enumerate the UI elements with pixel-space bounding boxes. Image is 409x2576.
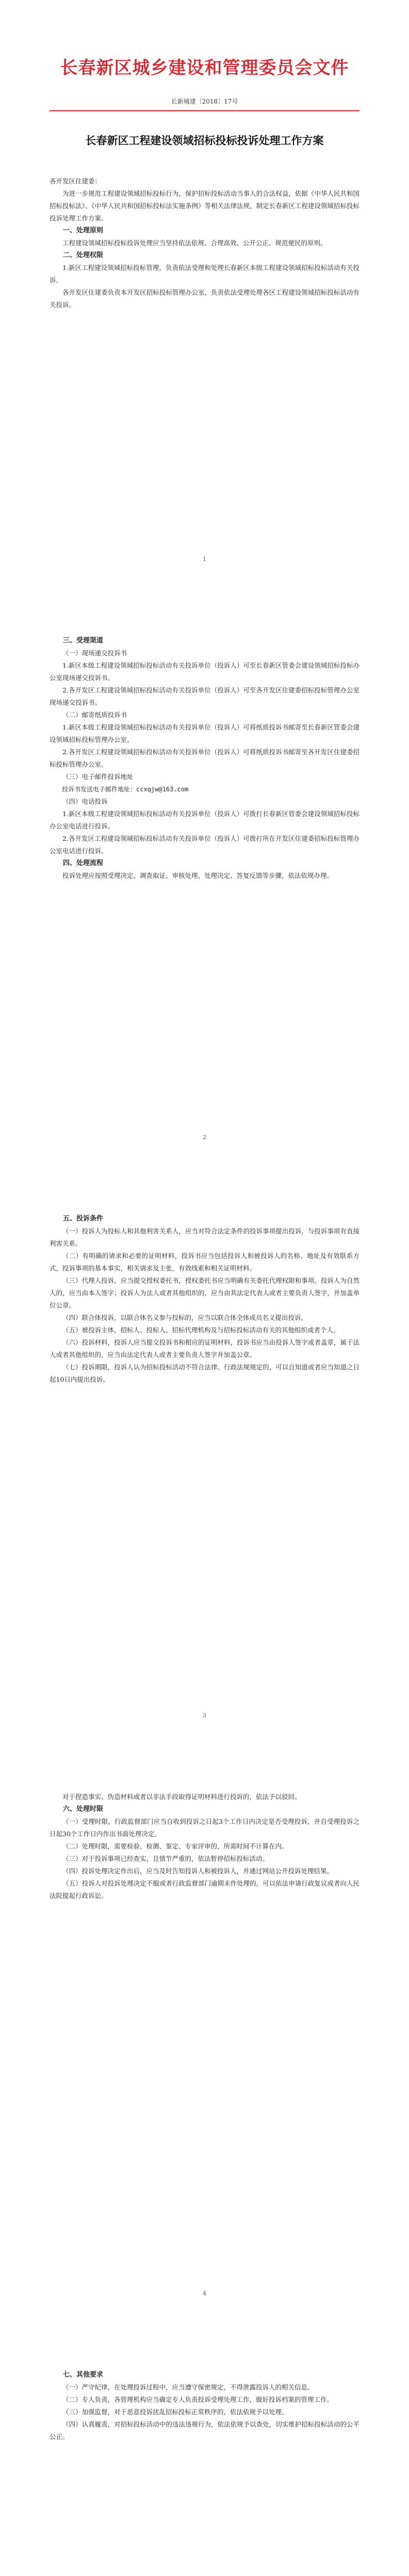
section-7-p3: （三）加强监督，对于恶意投诉扰乱招标投标正常秩序的，依法依规予以处理。 bbox=[62, 2408, 288, 2416]
section-3-sub-1-p2: 2.各开发区工程建设领域招标投标活动有关投诉单位（投诉人）可至各开发区住建委招标投标管理办公室现场递交投诉书。 bbox=[50, 686, 359, 706]
section-5-p1: （一）投诉人为投标人和其他利害关系人，应当对符合法定条件的投诉事项提出投诉，与投诉事项有直接利害关系。 bbox=[50, 1227, 359, 1247]
section-1-title: 一、处理原则 bbox=[63, 227, 104, 234]
section-6-p2: （二）处理时限，需要检验、检测、鉴定、专家评审的，所需时间不计算在内。 bbox=[62, 1842, 288, 1850]
section-3-sub-4-title: （四）电话投诉 bbox=[62, 798, 108, 805]
page-number: 2 bbox=[203, 1134, 206, 1141]
page-number: 1 bbox=[203, 556, 206, 563]
page-2 bbox=[0, 578, 409, 1156]
section-1-body: 工程建设领域招标投标投诉处理应当坚持依法依规、合理高效、公开公正、规范便民的原则。 bbox=[62, 239, 327, 247]
section-3-title: 三、受理渠道 bbox=[63, 637, 104, 645]
section-4-title: 四、处理流程 bbox=[63, 859, 104, 867]
section-5-p6: （六）投诉材料，投诉人应当提交投诉书和相应的证明材料，投诉书应当由投诉人签字或者盖章，属于法人或者其他组织的，应当由法定代表人或者主要负责人签字并加盖公章。 bbox=[50, 1338, 359, 1359]
section-7-p2: （二）专人负责，各管理机构应当确定专人负责投诉受理处理工作，做好投诉档案的管理工作。 bbox=[62, 2396, 334, 2403]
section-3-sub-4-p2: 2.各开发区工程建设领域招标投标活动有关投诉单位（投诉人）可拨打所在开发区住建委招标投标管理办公室电话进行投诉。 bbox=[50, 835, 359, 855]
section-3-sub-2-p1: 1.新区本级工程建设领域招标投标活动有关投诉单位（投诉人）可将纸质投诉书邮寄至长春新区管委会建设领域招标投标管理办公室。 bbox=[50, 723, 359, 743]
page-5-body bbox=[50, 2369, 359, 2443]
section-3-sub-1-title: （一）现场递交投诉书 bbox=[62, 649, 127, 657]
page-1-body bbox=[50, 175, 359, 311]
section-2-title: 二、处理权限 bbox=[63, 251, 104, 259]
page-number: 4 bbox=[203, 2290, 206, 2297]
section-2-paragraph-2: 各开发区住建委负责本开发区招标投标管理办公室，负责依法受理处理各区工程建设领域招标投标活动有关投诉。 bbox=[50, 289, 359, 309]
section-7-title: 七、其他要求 bbox=[63, 2371, 104, 2379]
page-3-body bbox=[50, 1213, 359, 1386]
page-4 bbox=[0, 1734, 409, 2312]
section-2-paragraph-1: 1.新区工程建设领域招标投标管理，负责依法受理和处理长春新区本级工程建设领域招标投标活动有关投诉。 bbox=[50, 264, 359, 284]
section-5-p4: （四）联合体投诉，以联合体名义参与投标的，应当以联合体全体成员名义提出投诉。 bbox=[62, 1314, 308, 1321]
section-3-sub-2-title: （二）邮寄纸质投诉书 bbox=[62, 711, 127, 719]
complaint-email: 投诉书发送电子邮件地址：ccxqjw@163.com bbox=[62, 786, 189, 793]
section-3-sub-2-p2: 2.各开发区工程建设领域招标投标活动有关投诉单位（投诉人）可将纸质投诉书邮寄至各开发区住建委招标投标管理办公室。 bbox=[50, 748, 359, 768]
section-5-p3: （三）代理人投诉，应当提交授权委托书，授权委托书应当明确有关委托代理权限和事项。投诉人为自然人的，应当由本人签字；投诉人为法人或者其他组织的，应当由其法定代表人或者主要负责人签字，并加盖单位公章。 bbox=[50, 1277, 359, 1309]
page-4-body bbox=[50, 1791, 359, 1902]
section-5-title: 五、投诉条件 bbox=[63, 1215, 104, 1223]
section-3-sub-1-p1: 1.新区本级工程建设领域招标投标活动有关投诉单位（投诉人）可至长春新区管委会建设领域招标投标办公室现场递交投诉书。 bbox=[50, 662, 359, 682]
section-5-p7: （七）投诉期限，投诉人认为招标投标活动不符合法律、行政法规规定的，可以自知道或者应当知道之日起10日内提出投诉。 bbox=[50, 1363, 359, 1383]
section-7-p1: （一）严守纪律，在处理投诉过程中，应当遵守保密规定，不得泄露投诉人的相关信息。 bbox=[62, 2383, 314, 2391]
page-2-body bbox=[50, 635, 359, 882]
doc-number: 长新城建〔2018〕17号 bbox=[171, 98, 238, 105]
section-6-p3: （三）对于投诉事项已经查实，且情节严重的，依法暂停招标投标活动。 bbox=[62, 1855, 269, 1862]
section-5-p5: （五）被投诉主体，招标人、投标人、招标代理机构及与招标投标活动有关的其他组织或者个人。 bbox=[62, 1326, 340, 1334]
section-4-intro: 投诉处理应按照受理决定、调查取证、审核处理、处理决定、答复反馈等步骤，依法依规办理。 bbox=[62, 872, 334, 879]
intro-paragraph: 为进一步规范工程建设领域招标投标行为，保护招标投标活动当事人的合法权益，依据《中华人民共和国招标投标法》、《中华人民共和国招标投标法实施条例》等相关法律法规，制定长春新区工程建设领域招标投标投诉处理工作方案。 bbox=[50, 190, 359, 222]
section-5-p8: 对于捏造事实、伪造材料或者以非法手段取得证明材料进行投诉的，依法予以驳回。 bbox=[62, 1793, 301, 1801]
section-6-p1: （一）受理时限，行政监督部门应当自收到投诉之日起3个工作日内决定是否受理投诉，并自受理投诉之日起30个工作日内作出书面处理决定。 bbox=[50, 1818, 359, 1838]
section-6-title: 六、处理时限 bbox=[63, 1805, 104, 1813]
page-number: 3 bbox=[203, 1712, 206, 1719]
page-1 bbox=[0, 0, 409, 578]
org-title-header: 长春新区城乡建设和管理委员会文件 bbox=[60, 58, 349, 78]
red-divider bbox=[50, 110, 359, 111]
section-3-sub-3-title: （三）电子邮件投诉地址 bbox=[62, 773, 134, 781]
section-7-p4: （四）认真履责，对招标投标活动中的违法违规行为，依法依规予以查处，切实维护招标投标活动的公平公正。 bbox=[50, 2420, 359, 2441]
document-title: 长春新区工程建设领域招标投标投诉处理工作方案 bbox=[85, 134, 324, 147]
section-6-p4: （四）投诉处理决定作出后，应当及时告知投诉人和被投诉人，并通过网站公开投诉处理结果。 bbox=[62, 1867, 334, 1875]
section-6-p5: （五）投诉人对投诉处理决定不服或者行政监督部门逾期未作处理的，可以依法申请行政复议或者向人民法院提起行政诉讼。 bbox=[50, 1879, 359, 1900]
page-3 bbox=[0, 1156, 409, 1734]
section-5-p2: （二）有明确的请求和必要的证明材料，投诉书应当包括投诉人和被投诉人的名称、地址及有效联系方式，投诉事项的基本事实，相关请求及主张，有效线索和相关证明材料。 bbox=[50, 1252, 359, 1272]
salutation: 各开发区住建委： bbox=[50, 177, 102, 185]
page-5 bbox=[0, 2312, 409, 2576]
section-3-sub-4-p1: 1.新区本级工程建设领域招标投标活动有关投诉单位（投诉人）可拨打长春新区管委会建设领域招标投标办公室电话进行投诉。 bbox=[50, 810, 359, 830]
